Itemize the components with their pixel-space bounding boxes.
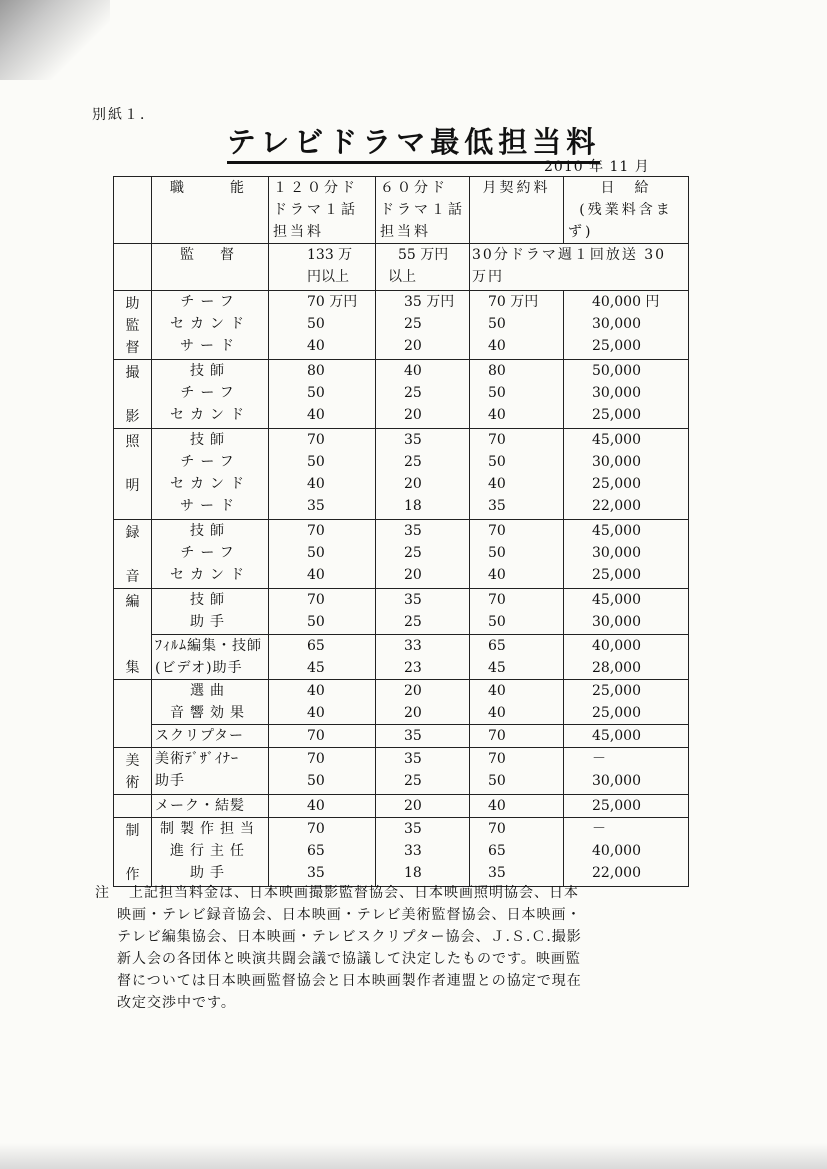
fee-120min-cell: [269, 589, 376, 635]
fee-120min: 45: [307, 659, 325, 676]
fee-monthly: 50: [488, 545, 506, 561]
role-label: 助手: [190, 614, 230, 630]
fee-60min: 35: [404, 821, 422, 837]
group-label-char: 美: [125, 753, 140, 769]
fee-monthly-cell: [470, 725, 564, 748]
fee-monthly: 70: [488, 728, 506, 744]
fee-120min: 50: [307, 385, 325, 401]
group-label-char: 編: [125, 594, 140, 610]
footnote-line: 映画・テレビ録音協会、日本映画・テレビ美術監督協会、日本映画・: [117, 907, 582, 923]
footnote-line: 督については日本映画監督協会と日本映画製作者連盟との協定で現在: [117, 973, 582, 989]
fee-120min: 70: [307, 821, 325, 837]
fee-120min-cell: [269, 429, 376, 520]
fee-60min: 20: [404, 683, 422, 699]
fee-monthly: 40: [488, 798, 506, 814]
fee-60min: 18: [404, 498, 422, 514]
fee-daily: 40,000: [592, 843, 641, 859]
fee-monthly: 50: [488, 614, 506, 630]
fee-daily: 25,000: [592, 705, 641, 721]
fee-60min: 25: [404, 545, 422, 561]
fee-monthly: 40: [488, 407, 506, 423]
fee-120min: 70 万円: [307, 294, 358, 310]
fee-60min: 20: [404, 407, 422, 423]
fee-60min-cell: [376, 291, 470, 360]
fee-120min-cell: [269, 818, 376, 887]
director-role: 監 督: [152, 244, 269, 291]
role-label: 技師: [190, 523, 230, 539]
fee-daily-cell: [564, 748, 689, 795]
fee-120min: 70: [307, 728, 325, 744]
fee-60min-cell: [376, 818, 470, 887]
fee-monthly: 45: [488, 659, 506, 676]
fee-120min: 40: [307, 705, 325, 721]
fee-monthly: 40: [488, 567, 506, 583]
fee-daily: 30,000: [592, 773, 641, 789]
role-label: セカンド: [170, 316, 250, 332]
role-label: サード: [180, 338, 240, 354]
fee-monthly-cell: [470, 360, 564, 429]
role-label: 選曲: [190, 683, 230, 699]
role-label: 助手: [190, 865, 230, 881]
role-label: 技師: [190, 592, 230, 608]
fee-monthly: 40: [488, 338, 506, 354]
fee-60min-cell: [376, 725, 470, 748]
footnote: [95, 882, 715, 1014]
footnote-line: 上記担当料金は、日本映画撮影監督協会、日本映画照明協会、日本: [129, 885, 579, 901]
fee-60min: 33: [404, 637, 422, 654]
group-label-cell: [114, 360, 152, 429]
director-monthly-daily: 30分ドラマ週１回放送 30 万円: [470, 244, 689, 291]
fee-daily-cell: [564, 360, 689, 429]
role-label: チーフ: [180, 385, 240, 401]
group-label-char: [114, 497, 151, 519]
fee-daily: 30,000: [592, 614, 641, 630]
fee-monthly: 50: [488, 316, 506, 332]
attachment-label: 別紙１．: [92, 107, 156, 123]
fee-daily-cell: [564, 680, 689, 725]
fee-60min: 35: [404, 523, 422, 539]
fee-120min: 40: [307, 683, 325, 699]
group-label-char: 助: [125, 296, 140, 312]
fee-daily: 30,000: [592, 316, 641, 332]
fee-row: [114, 725, 689, 748]
group-label-cell: [114, 520, 152, 589]
group-label-cell: [114, 429, 152, 520]
fee-daily: 25,000: [592, 407, 641, 423]
group-label-char: [114, 613, 151, 635]
fee-60min: 20: [404, 338, 422, 354]
fee-monthly: 40: [488, 705, 506, 721]
fee-daily: －: [592, 751, 606, 767]
group-label-char: [114, 635, 151, 657]
role-label: 音響効果: [170, 705, 250, 721]
fee-monthly: 80: [488, 363, 506, 379]
fee-60min: 35: [404, 432, 422, 448]
fee-120min-cell: [269, 291, 376, 360]
fee-60min: 20: [404, 476, 422, 492]
fee-60min-cell: [376, 429, 470, 520]
fee-monthly: 70: [488, 592, 506, 608]
fee-60min-cell: [376, 680, 470, 725]
director-row: [114, 244, 689, 291]
fee-monthly-cell: [470, 520, 564, 589]
fee-120min: 50: [307, 545, 325, 561]
role-label: チーフ: [180, 294, 240, 310]
group-label-char: 督: [125, 340, 140, 356]
fee-120min: 70: [307, 751, 325, 767]
role-cell: [152, 291, 269, 360]
role-label: 制製作担当: [160, 821, 260, 837]
fee-120min: 40: [307, 798, 325, 814]
role-label: スクリプター: [155, 728, 245, 744]
group-label-char: 照: [125, 434, 140, 450]
group-label-char: 制: [125, 823, 140, 839]
fee-120min: 70: [307, 432, 325, 448]
fee-monthly: 50: [488, 385, 506, 401]
fee-60min: 25: [404, 454, 422, 470]
role-label: セカンド: [170, 567, 250, 583]
header-daily: 日 給 (残業料含ま ず): [564, 177, 689, 244]
fee-120min-cell: [269, 520, 376, 589]
role-label: セカンド: [170, 476, 250, 492]
fee-60min: 35 万円: [404, 294, 455, 310]
fee-monthly: 65: [488, 843, 506, 859]
group-label-char: 影: [125, 409, 140, 425]
director-group-cell: [114, 244, 152, 291]
group-label-cell: [114, 748, 152, 795]
group-label-cell: [114, 795, 152, 818]
director-60min: 55 万円 以上: [376, 244, 470, 291]
fee-120min-cell: [269, 680, 376, 725]
header-60min: ６０分ド ドラマ１話 担当料: [376, 177, 470, 244]
fee-monthly-cell: [470, 634, 564, 680]
fee-row: [114, 818, 689, 887]
group-label-cell: [114, 818, 152, 887]
fee-daily: 50,000: [592, 363, 641, 379]
fee-daily: 25,000: [592, 476, 641, 492]
fee-120min: 50: [307, 316, 325, 332]
fee-120min: 40: [307, 567, 325, 583]
fee-60min: 25: [404, 773, 422, 789]
document-date: 2010 年 11 月: [544, 159, 650, 175]
fee-row: [114, 680, 689, 725]
fee-daily: 25,000: [592, 798, 641, 814]
fee-daily-cell: [564, 429, 689, 520]
scan-shadow-bottom: [0, 1143, 827, 1169]
fee-60min-cell: [376, 589, 470, 635]
fee-daily: 25,000: [592, 567, 641, 583]
fee-row: [114, 429, 689, 520]
fee-monthly-cell: [470, 795, 564, 818]
fee-monthly-cell: [470, 291, 564, 360]
footnote-line: 新人会の各団体と映演共闘会議で協議して決定したものです。映画監: [117, 951, 581, 967]
fee-60min-cell: [376, 634, 470, 680]
fee-monthly: 35: [488, 498, 506, 514]
fee-60min: 35: [404, 728, 422, 744]
fee-60min-cell: [376, 360, 470, 429]
fee-60min: 40: [404, 363, 422, 379]
fee-monthly: 70: [488, 432, 506, 448]
group-label-char: 術: [125, 775, 140, 791]
group-label-char: 音: [125, 569, 140, 585]
fee-60min: 25: [404, 316, 422, 332]
fee-60min: 25: [404, 385, 422, 401]
fee-table: [113, 176, 689, 887]
fee-60min: 20: [404, 798, 422, 814]
role-label: ﾌｨﾙﾑ編集・技師: [155, 637, 262, 654]
fee-60min: 35: [404, 751, 422, 767]
fee-daily-cell: [564, 634, 689, 680]
fee-daily-cell: [564, 725, 689, 748]
header-120min: １２０分ド ドラマ１話 担当料: [269, 177, 376, 244]
page-title: テレビドラマ最低担当料: [0, 120, 827, 161]
role-cell: [152, 795, 269, 818]
role-label: 技師: [190, 363, 230, 379]
fee-table-body: [114, 177, 689, 887]
fee-monthly: 50: [488, 454, 506, 470]
fee-monthly: 65: [488, 637, 506, 654]
fee-monthly: 40: [488, 683, 506, 699]
group-label-char: [114, 842, 151, 864]
fee-120min: 65: [307, 637, 325, 654]
role-cell: [152, 818, 269, 887]
role-label: メーク・結髪: [155, 798, 245, 814]
group-label-char: [114, 544, 151, 566]
group-label-char: [114, 384, 151, 406]
fee-120min: 35: [307, 498, 325, 514]
role-cell: [152, 748, 269, 795]
fee-row: [114, 795, 689, 818]
fee-60min: 35: [404, 592, 422, 608]
fee-120min: 70: [307, 523, 325, 539]
footnote-line: テレビ編集協会、日本映画・テレビスクリプター協会、Ｊ.Ｓ.Ｃ.撮影: [117, 929, 582, 945]
fee-daily-cell: [564, 818, 689, 887]
fee-daily-cell: [564, 589, 689, 635]
fee-120min-cell: [269, 634, 376, 680]
fee-120min: 50: [307, 614, 325, 630]
fee-daily: 25,000: [592, 338, 641, 354]
role-label: チーフ: [180, 545, 240, 561]
fee-120min: 65: [307, 843, 325, 859]
fee-daily: 45,000: [592, 523, 641, 539]
role-label: 進行主任: [170, 843, 250, 859]
role-cell: [152, 429, 269, 520]
footnote-body: [117, 882, 715, 1014]
fee-daily: 45,000: [592, 592, 641, 608]
fee-60min: 20: [404, 567, 422, 583]
footnote-line: 改定交渉中です。: [117, 995, 236, 1011]
role-label: (ビデオ)助手: [155, 659, 243, 676]
fee-daily: 25,000: [592, 683, 641, 699]
fee-daily: 30,000: [592, 454, 641, 470]
fee-120min: 50: [307, 773, 325, 789]
fee-monthly: 35: [488, 865, 506, 881]
role-label: 技師: [190, 432, 230, 448]
fee-monthly-cell: [470, 680, 564, 725]
fee-daily: 40,000: [592, 637, 641, 654]
fee-120min: 40: [307, 476, 325, 492]
fee-60min: 33: [404, 843, 422, 859]
fee-monthly: 70: [488, 751, 506, 767]
role-cell: [152, 520, 269, 589]
fee-row: [114, 360, 689, 429]
fee-daily: 30,000: [592, 385, 641, 401]
group-label-char: [114, 453, 151, 475]
fee-120min: 40: [307, 407, 325, 423]
header-function: 職 能: [152, 177, 269, 244]
fee-60min: 25: [404, 614, 422, 630]
fee-row: [114, 748, 689, 795]
fee-row: [114, 634, 689, 680]
fee-60min-cell: [376, 520, 470, 589]
group-label-char: 監: [125, 318, 140, 334]
fee-120min-cell: [269, 795, 376, 818]
fee-120min-cell: [269, 748, 376, 795]
fee-60min: 20: [404, 705, 422, 721]
fee-120min: 80: [307, 363, 325, 379]
fee-monthly: 70: [488, 821, 506, 837]
fee-daily-cell: [564, 291, 689, 360]
fee-daily: 22,000: [592, 865, 641, 881]
role-cell: [152, 589, 269, 635]
fee-60min: 18: [404, 865, 422, 881]
role-cell: [152, 634, 269, 680]
footnote-mark: 注: [95, 885, 110, 901]
role-cell: [152, 680, 269, 725]
group-label-cell: [114, 589, 152, 680]
fee-daily: 45,000: [592, 432, 641, 448]
fee-120min-cell: [269, 725, 376, 748]
role-label: サード: [180, 498, 240, 514]
fee-120min: 35: [307, 865, 325, 881]
fee-60min-cell: [376, 748, 470, 795]
fee-daily: 30,000: [592, 545, 641, 561]
fee-row: [114, 520, 689, 589]
fee-60min: 23: [404, 659, 422, 676]
role-cell: [152, 725, 269, 748]
fee-monthly: 50: [488, 773, 506, 789]
scan-shadow: [0, 0, 110, 80]
fee-120min: 40: [307, 338, 325, 354]
director-120min: 133 万 円以上: [269, 244, 376, 291]
header-monthly: 月契約料: [470, 177, 564, 244]
fee-daily: 45,000: [592, 728, 641, 744]
fee-monthly-cell: [470, 818, 564, 887]
fee-120min: 50: [307, 454, 325, 470]
fee-daily: 22,000: [592, 498, 641, 514]
fee-60min-cell: [376, 795, 470, 818]
group-label-char: 録: [125, 525, 140, 541]
group-label-char: 集: [125, 660, 140, 676]
fee-row: [114, 291, 689, 360]
fee-monthly-cell: [470, 589, 564, 635]
fee-120min-cell: [269, 360, 376, 429]
role-label: チーフ: [180, 454, 240, 470]
fee-monthly: 70 万円: [488, 294, 539, 310]
group-label-char: 明: [125, 478, 140, 494]
fee-monthly: 70: [488, 523, 506, 539]
fee-daily: －: [592, 821, 606, 837]
role-label: 美術ﾃﾞｻﾞｲﾅｰ: [155, 751, 239, 767]
header-row: [114, 177, 689, 244]
group-label-char: 撮: [125, 365, 140, 381]
role-label: 助手: [155, 773, 185, 789]
group-label-cell: [114, 680, 152, 748]
fee-monthly-cell: [470, 748, 564, 795]
group-label-cell: [114, 291, 152, 360]
role-cell: [152, 360, 269, 429]
fee-daily-cell: [564, 795, 689, 818]
fee-row: [114, 589, 689, 635]
fee-daily: 40,000 円: [592, 294, 660, 310]
fee-monthly-cell: [470, 429, 564, 520]
fee-daily: 28,000: [592, 659, 641, 676]
fee-monthly: 40: [488, 476, 506, 492]
fee-120min: 70: [307, 592, 325, 608]
group-label-char: 作: [125, 867, 140, 883]
header-group-cell: [114, 177, 152, 244]
fee-daily-cell: [564, 520, 689, 589]
role-label: セカンド: [170, 407, 250, 423]
